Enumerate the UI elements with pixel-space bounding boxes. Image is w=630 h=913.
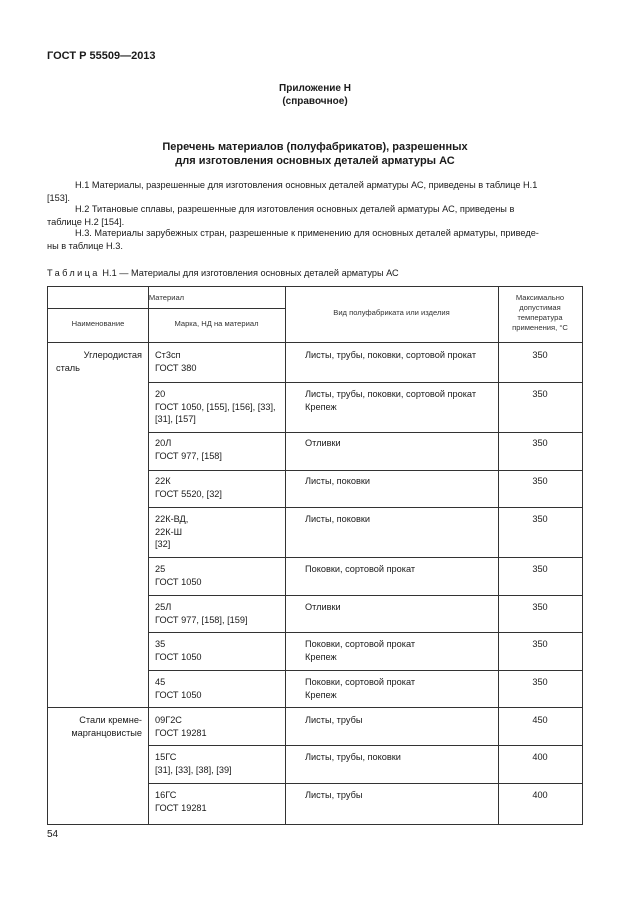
document-title-line-1: Перечень материалов (полуфабрикатов), разрешенных: [162, 141, 468, 153]
grade-line: 15ГС: [155, 752, 177, 762]
grade-line: Ст3сп: [155, 350, 181, 360]
group-name-line: марганцовистые: [71, 727, 142, 738]
paragraph-line: [153].: [47, 193, 70, 203]
document-title-line-2: для изготовления основных деталей арматуры АС: [175, 155, 455, 167]
grade-cell: [155, 349, 196, 374]
table-rule: [148, 557, 582, 558]
grade-line: [31], [33], [38], [39]: [155, 764, 232, 775]
group-name-line: сталь: [56, 362, 80, 373]
table-caption-prefix: Таблица: [47, 268, 100, 278]
header-temp-line: допустимая: [519, 303, 561, 312]
table-caption-text: Н.1 — Материалы для изготовления основных деталей арматуры АС: [102, 268, 399, 278]
page-number: 54: [47, 829, 59, 840]
grade-line: ГОСТ 380: [155, 362, 197, 373]
grade-cell: [155, 563, 202, 588]
product-cell: [305, 513, 370, 526]
grade-cell: [155, 437, 222, 462]
grade-cell: [155, 676, 202, 701]
grade-cell: [155, 638, 202, 663]
paragraph-line: таблице Н.2 [154].: [47, 217, 125, 227]
product-line: Листы, трубы, поковки, сортовой прокат: [305, 350, 477, 360]
product-line: Поковки, сортовой прокат: [305, 639, 416, 649]
grade-line: ГОСТ 1050: [155, 689, 202, 700]
table-rule: [148, 470, 582, 471]
grade-line: ГОСТ 1050: [155, 576, 202, 587]
grade-line: [32]: [155, 539, 171, 549]
header-product: Вид полуфабриката или изделия: [333, 308, 450, 317]
grade-cell: [155, 714, 207, 739]
product-line: Крепеж: [305, 651, 337, 662]
product-line: Отливки: [305, 438, 341, 448]
product-cell: [305, 751, 401, 764]
table-rule: [48, 707, 582, 708]
table-rule: [148, 745, 582, 746]
paragraph-n1: [47, 179, 583, 205]
header-material: Материал: [148, 293, 185, 302]
grade-line: 45: [155, 677, 166, 687]
grade-line: ГОСТ 19281: [155, 802, 207, 813]
temperature-cell: 400: [532, 752, 548, 762]
table-rule: [148, 382, 582, 383]
product-cell: [305, 388, 476, 413]
grade-line: ГОСТ 977, [158]: [155, 450, 222, 461]
group-name-silicon-manganese-steel: [56, 714, 142, 739]
paragraph-line: Н.1 Материалы, разрешенные для изготовления основных деталей арматуры АС, приведены в таблице Н.1: [75, 180, 538, 190]
temperature-cell: 350: [532, 476, 548, 486]
page-header-standard: ГОСТ Р 55509—2013: [47, 50, 156, 62]
product-cell: [305, 714, 362, 727]
product-cell: [305, 789, 362, 802]
table-rule: [148, 670, 582, 671]
grade-line: ГОСТ 5520, [32]: [155, 488, 222, 499]
table-rule: [148, 507, 582, 508]
group-name-carbon-steel: [56, 349, 142, 374]
materials-table: [47, 286, 583, 825]
product-cell: [305, 676, 415, 701]
temperature-cell: 350: [532, 389, 548, 399]
table-rule: [285, 287, 286, 824]
product-line: Крепеж: [305, 401, 337, 412]
product-line: Листы, трубы, поковки: [305, 752, 401, 762]
table-rule: [48, 308, 285, 309]
annex-heading: [0, 82, 630, 108]
paragraph-line: Н.2 Титановые сплавы, разрешенные для изготовления основных деталей арматуры АС, приведены в: [75, 204, 515, 214]
paragraph-n3: [47, 227, 583, 253]
table-rule: [148, 783, 582, 784]
grade-line: [31], [157]: [155, 414, 196, 424]
header-max-temperature: [498, 293, 582, 333]
temperature-cell: 350: [532, 564, 548, 574]
grade-cell: [155, 751, 232, 776]
temperature-cell: 350: [532, 602, 548, 612]
grade-line: 20Л: [155, 438, 172, 448]
header-temp-line: Максимально: [515, 293, 565, 302]
temperature-cell: 350: [532, 639, 548, 649]
product-line: Листы, поковки: [305, 514, 371, 524]
grade-cell: [155, 475, 222, 500]
group-name-line: Стали кремне-: [79, 715, 142, 725]
grade-line: 25Л: [155, 602, 172, 612]
grade-line: 22К: [155, 476, 171, 486]
table-rule: [148, 632, 582, 633]
product-line: Отливки: [305, 602, 341, 612]
table-rule: [148, 287, 149, 824]
annex-subtitle: (справочное): [282, 96, 348, 107]
product-cell: [305, 475, 370, 488]
temperature-cell: 350: [532, 438, 548, 448]
annex-title: Приложение Н: [279, 83, 351, 94]
grade-line: ГОСТ 19281: [155, 727, 207, 738]
temperature-cell: 450: [532, 715, 548, 725]
grade-line: 09Г2С: [155, 715, 182, 725]
header-temp-line: температура: [517, 313, 563, 322]
temperature-cell: 350: [532, 677, 548, 687]
grade-line: 22К-ВД,: [155, 514, 189, 524]
grade-line: ГОСТ 1050, [155], [156], [33],: [155, 401, 276, 412]
grade-line: 22К-Ш: [155, 526, 183, 537]
product-cell: [305, 601, 341, 614]
product-line: Листы, трубы: [305, 715, 363, 725]
grade-cell: [155, 789, 207, 814]
header-name: Наименование: [71, 319, 125, 328]
table-rule: [48, 342, 582, 343]
grade-line: ГОСТ 977, [158], [159]: [155, 614, 248, 625]
grade-cell: [155, 513, 188, 551]
table-rule: [498, 287, 499, 824]
grade-line: 35: [155, 639, 166, 649]
temperature-cell: 350: [532, 514, 548, 524]
product-line: Листы, трубы: [305, 790, 363, 800]
product-line: Крепеж: [305, 689, 337, 700]
paragraph-line: Н.3. Материалы зарубежных стран, разрешенные к применению для основных деталей арматуры, приведе-: [75, 228, 539, 238]
paragraph-line: ны в таблице Н.3.: [47, 241, 123, 251]
product-line: Поковки, сортовой прокат: [305, 564, 416, 574]
grade-line: 16ГС: [155, 790, 177, 800]
grade-line: ГОСТ 1050: [155, 651, 202, 662]
table-rule: [148, 595, 582, 596]
product-cell: [305, 349, 476, 362]
grade-line: 25: [155, 564, 166, 574]
grade-cell: [155, 601, 248, 626]
temperature-cell: 350: [532, 350, 548, 360]
header-temp-line: применения, °С: [512, 323, 568, 332]
paragraph-n2: [47, 203, 583, 229]
document-title: [0, 140, 630, 168]
product-line: Листы, поковки: [305, 476, 371, 486]
group-name-line: Углеродистая: [83, 350, 142, 360]
table-caption: [47, 268, 399, 278]
temperature-cell: 400: [532, 790, 548, 800]
header-grade: Марка, НД на материал: [174, 319, 259, 328]
product-cell: [305, 437, 341, 450]
grade-line: 20: [155, 389, 166, 399]
product-cell: [305, 563, 415, 576]
product-cell: [305, 638, 415, 663]
grade-cell: [155, 388, 276, 426]
product-line: Листы, трубы, поковки, сортовой прокат: [305, 389, 477, 399]
product-line: Поковки, сортовой прокат: [305, 677, 416, 687]
table-rule: [148, 432, 582, 433]
